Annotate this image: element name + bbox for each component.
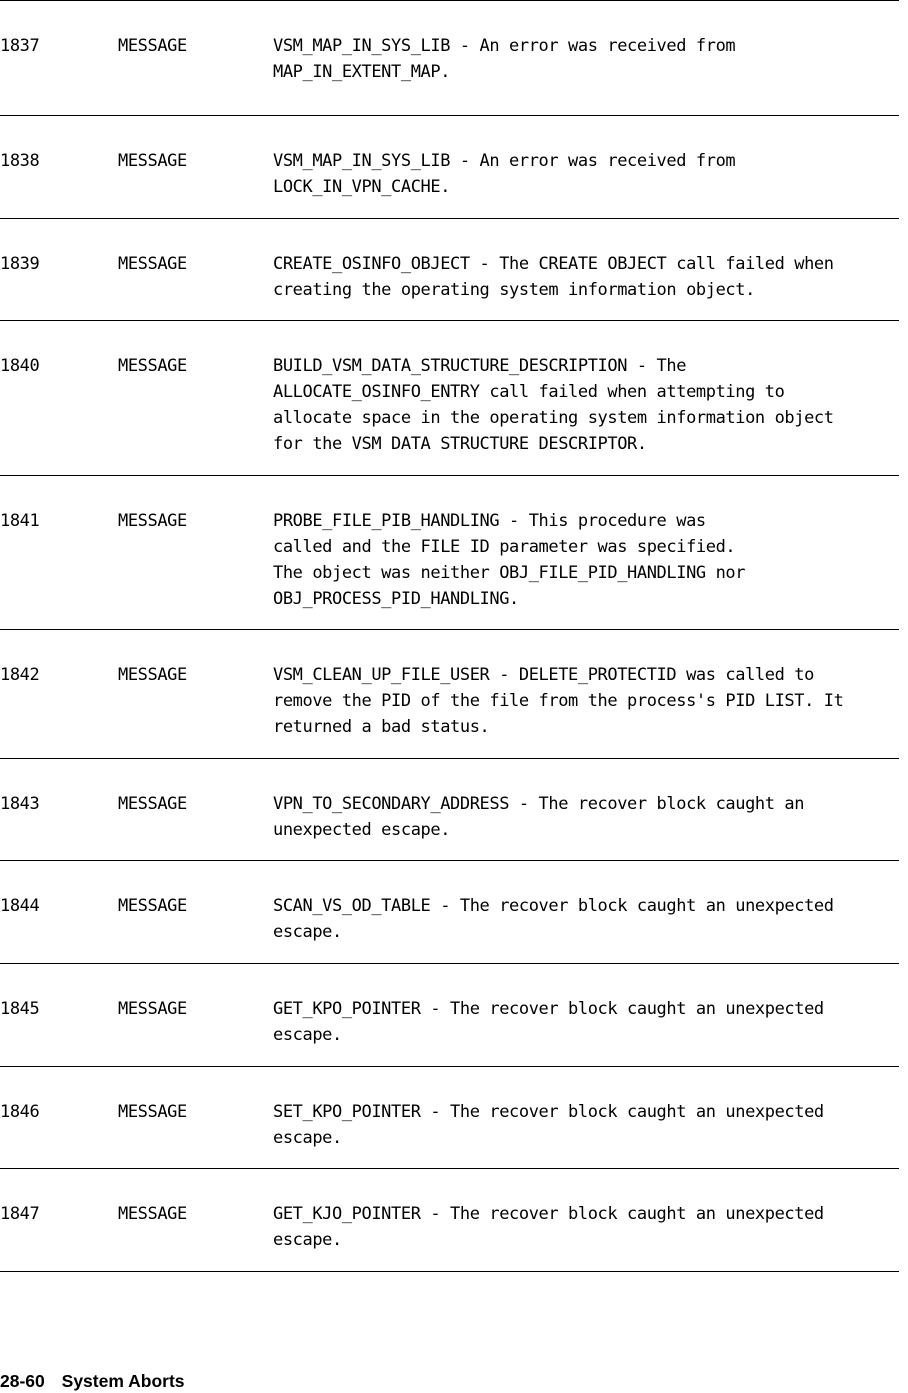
table-row xyxy=(0,321,899,476)
message-type: MESSAGE xyxy=(118,254,187,274)
message-type: MESSAGE xyxy=(118,999,187,1019)
abort-description xyxy=(273,1099,903,1151)
table-row xyxy=(0,964,899,1067)
description-line: MAP_IN_EXTENT_MAP. xyxy=(273,62,451,82)
description-line: escape. xyxy=(273,1230,342,1250)
abort-code: 1840 xyxy=(0,356,40,376)
message-type: MESSAGE xyxy=(118,794,187,814)
description-line: remove the PID of the file from the process's PID LIST. It xyxy=(273,691,844,711)
description-line: ALLOCATE_OSINFO_ENTRY call failed when attempting to xyxy=(273,382,785,402)
description-line: called and the FILE ID parameter was specified. xyxy=(273,537,736,557)
page-number: 28-60 xyxy=(0,1371,45,1391)
description-line: allocate space in the operating system information object xyxy=(273,408,834,428)
message-type: MESSAGE xyxy=(118,665,187,685)
description-line: The object was neither OBJ_FILE_PID_HANDLING nor xyxy=(273,563,746,583)
abort-description xyxy=(273,353,903,457)
description-line: GET_KJO_POINTER - The recover block caught an unexpected xyxy=(273,1204,824,1224)
description-line: GET_KPO_POINTER - The recover block caught an unexpected xyxy=(273,999,824,1019)
description-line: VSM_CLEAN_UP_FILE_USER - DELETE_PROTECTID was called to xyxy=(273,665,814,685)
abort-description xyxy=(273,148,903,200)
description-line: unexpected escape. xyxy=(273,820,451,840)
message-type: MESSAGE xyxy=(118,1102,187,1122)
description-line: VSM_MAP_IN_SYS_LIB - An error was received from xyxy=(273,151,736,171)
abort-code: 1844 xyxy=(0,896,40,916)
abort-code: 1845 xyxy=(0,999,40,1019)
description-line: LOCK_IN_VPN_CACHE. xyxy=(273,177,451,197)
abort-code: 1847 xyxy=(0,1204,40,1224)
abort-description xyxy=(273,33,903,85)
abort-code: 1837 xyxy=(0,36,40,56)
table-row xyxy=(0,759,899,861)
table-row xyxy=(0,219,899,321)
page-footer xyxy=(0,1369,185,1393)
description-line: SCAN_VS_OD_TABLE - The recover block caught an unexpected xyxy=(273,896,834,916)
description-line: returned a bad status. xyxy=(273,717,490,737)
abort-description xyxy=(273,251,903,303)
message-type: MESSAGE xyxy=(118,356,187,376)
abort-code: 1842 xyxy=(0,665,40,685)
message-type: MESSAGE xyxy=(118,511,187,531)
description-line: escape. xyxy=(273,1025,342,1045)
table-row xyxy=(0,1067,899,1169)
description-line: CREATE_OSINFO_OBJECT - The CREATE OBJECT call failed when xyxy=(273,254,834,274)
table-row xyxy=(0,1169,899,1272)
description-line: creating the operating system information object. xyxy=(273,280,755,300)
abort-code: 1839 xyxy=(0,254,40,274)
description-line: VSM_MAP_IN_SYS_LIB - An error was received from xyxy=(273,36,736,56)
abort-description xyxy=(273,662,903,740)
table-row xyxy=(0,1,899,116)
message-type: MESSAGE xyxy=(118,151,187,171)
table-row xyxy=(0,116,899,219)
section-title: System Aborts xyxy=(61,1371,185,1391)
description-line: BUILD_VSM_DATA_STRUCTURE_DESCRIPTION - The xyxy=(273,356,687,376)
description-line: PROBE_FILE_PIB_HANDLING - This procedure was xyxy=(273,511,706,531)
abort-description xyxy=(273,791,903,843)
abort-description xyxy=(273,1201,903,1253)
description-line: VPN_TO_SECONDARY_ADDRESS - The recover block caught an xyxy=(273,794,805,814)
abort-code: 1841 xyxy=(0,511,40,531)
table-row xyxy=(0,861,899,964)
description-line: escape. xyxy=(273,1128,342,1148)
message-type: MESSAGE xyxy=(118,896,187,916)
abort-description xyxy=(273,508,903,612)
abort-code: 1838 xyxy=(0,151,40,171)
message-type: MESSAGE xyxy=(118,1204,187,1224)
abort-code: 1843 xyxy=(0,794,40,814)
description-line: SET_KPO_POINTER - The recover block caught an unexpected xyxy=(273,1102,824,1122)
description-line: escape. xyxy=(273,922,342,942)
message-type: MESSAGE xyxy=(118,36,187,56)
abort-description xyxy=(273,996,903,1048)
abort-description xyxy=(273,893,903,945)
table-row xyxy=(0,476,899,630)
table-row xyxy=(0,630,899,759)
description-line: for the VSM DATA STRUCTURE DESCRIPTOR. xyxy=(273,434,647,454)
description-line: OBJ_PROCESS_PID_HANDLING. xyxy=(273,589,519,609)
abort-code: 1846 xyxy=(0,1102,40,1122)
